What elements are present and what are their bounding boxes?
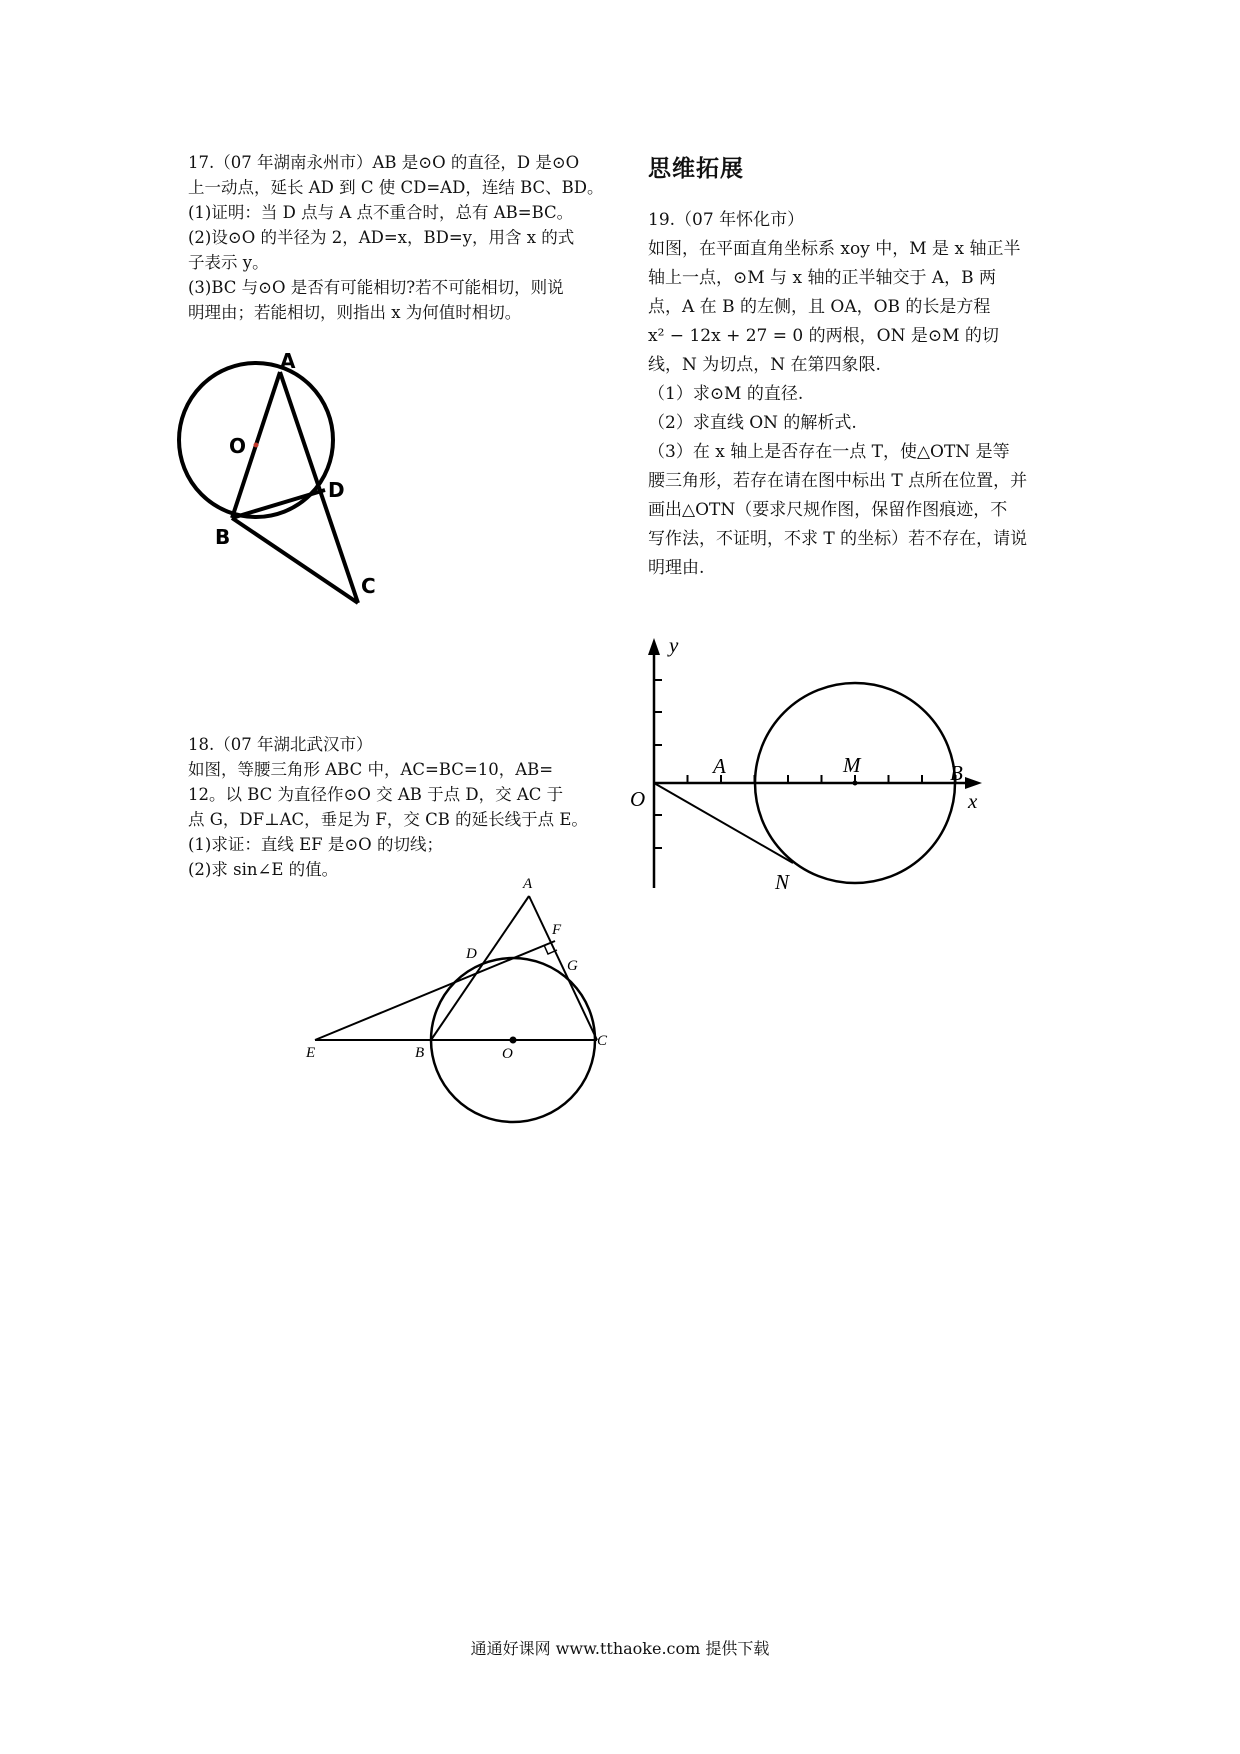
q19-label-y: y bbox=[669, 633, 679, 657]
q18-figure bbox=[300, 870, 640, 1120]
q19-line: 19.（07 年怀化市） bbox=[648, 210, 805, 230]
q18-label-d: D bbox=[466, 946, 477, 962]
q17-line: 明理由；若能相切，则指出 x 为何值时相切。 bbox=[188, 303, 522, 322]
section-title: 思维拓展 bbox=[648, 156, 744, 182]
q17-figure bbox=[160, 345, 560, 605]
q17-label-o: O bbox=[229, 434, 247, 458]
q17-segment-ac bbox=[280, 372, 358, 603]
q18-label-e: E bbox=[306, 1045, 316, 1061]
q19-line: 画出△OTN（要求尺规作图，保留作图痕迹，不 bbox=[648, 500, 1008, 520]
q18-center-point bbox=[510, 1037, 517, 1044]
q19-line: （2）求直线 ON 的解析式. bbox=[648, 413, 857, 433]
q18-line: 点 G，DF⊥AC，垂足为 F，交 CB 的延长线于点 E。 bbox=[188, 810, 588, 829]
question-19-text bbox=[648, 206, 1027, 583]
q17-label-b: B bbox=[215, 525, 231, 549]
q18-line: 18.（07 年湖北武汉市） bbox=[188, 735, 373, 754]
q17-line: 上一动点，延长 AD 到 C 使 CD=AD，连结 BC、BD。 bbox=[188, 178, 604, 197]
q19-tangent-on bbox=[654, 783, 793, 863]
q19-x-axis-arrow bbox=[965, 777, 982, 789]
q19-line: （3）在 x 轴上是否存在一点 T，使△OTN 是等 bbox=[648, 442, 1010, 462]
q17-label-c: C bbox=[361, 574, 376, 598]
q19-line: （1）求⊙M 的直径. bbox=[648, 384, 804, 404]
question-18-text bbox=[188, 732, 588, 882]
q18-label-g: G bbox=[567, 958, 578, 974]
q19-label-m: M bbox=[843, 753, 861, 777]
q17-label-d: D bbox=[328, 478, 345, 502]
q19-line: 写作法，不证明，不求 T 的坐标）若不存在，请说 bbox=[648, 529, 1028, 549]
q18-side-ac bbox=[529, 896, 597, 1040]
q18-label-f: F bbox=[552, 922, 562, 938]
q17-line: (1)证明：当 D 点与 A 点不重合时，总有 AB=BC。 bbox=[188, 203, 574, 222]
question-17-text bbox=[188, 150, 603, 325]
q19-figure bbox=[625, 630, 985, 894]
q19-label-x: x bbox=[968, 789, 978, 813]
q18-label-a: A bbox=[523, 876, 533, 892]
q19-line: 点，A 在 B 的左侧，且 OA，OB 的长是方程 bbox=[648, 297, 991, 317]
q18-line: (2)求 sin∠E 的值。 bbox=[188, 860, 339, 879]
q19-label-a: A bbox=[713, 754, 726, 778]
q17-line: 子表示 y。 bbox=[188, 253, 269, 272]
q19-line: 如图，在平面直角坐标系 xoy 中，M 是 x 轴正半 bbox=[648, 239, 1021, 259]
q18-line-ef bbox=[315, 941, 555, 1040]
q17-segment-bc bbox=[232, 518, 358, 603]
q18-label-b: B bbox=[415, 1045, 425, 1061]
q19-label-b: B bbox=[950, 761, 963, 785]
page-footer: 通通好课网 www.tthaoke.com 提供下载 bbox=[470, 1639, 770, 1658]
q17-line: (3)BC 与⊙O 是否有可能相切?若不可能相切，则说 bbox=[188, 278, 564, 297]
q18-label-c: C bbox=[597, 1033, 608, 1049]
q19-line: 腰三角形，若存在请在图中标出 T 点所在位置，并 bbox=[648, 471, 1028, 491]
q17-label-a: A bbox=[280, 349, 296, 373]
q18-label-o: O bbox=[502, 1046, 513, 1062]
q17-line: (2)设⊙O 的半径为 2，AD=x，BD=y，用含 x 的式 bbox=[188, 228, 575, 247]
q18-side-ba bbox=[431, 896, 529, 1040]
q19-y-axis-arrow bbox=[648, 638, 660, 655]
q17-center-point bbox=[254, 443, 259, 448]
q18-line: 如图，等腰三角形 ABC 中，AC=BC=10，AB= bbox=[188, 760, 554, 779]
q19-label-o: O bbox=[630, 787, 646, 811]
q19-point-m bbox=[853, 781, 858, 786]
q19-line: x² − 12x + 27 = 0 的两根，ON 是⊙M 的切 bbox=[648, 326, 999, 346]
q19-line: 轴上一点，⊙M 与 x 轴的正半轴交于 A，B 两 bbox=[648, 268, 997, 288]
q19-label-n: N bbox=[775, 870, 790, 894]
q18-line: (1)求证：直线 EF 是⊙O 的切线； bbox=[188, 835, 443, 854]
q19-line: 明理由. bbox=[648, 558, 705, 578]
q19-line: 线，N 为切点，N 在第四象限. bbox=[648, 355, 881, 375]
q18-line: 12。以 BC 为直径作⊙O 交 AB 于点 D，交 AC 于 bbox=[188, 785, 564, 804]
q17-line: 17.（07 年湖南永州市）AB 是⊙O 的直径，D 是⊙O bbox=[188, 153, 580, 172]
